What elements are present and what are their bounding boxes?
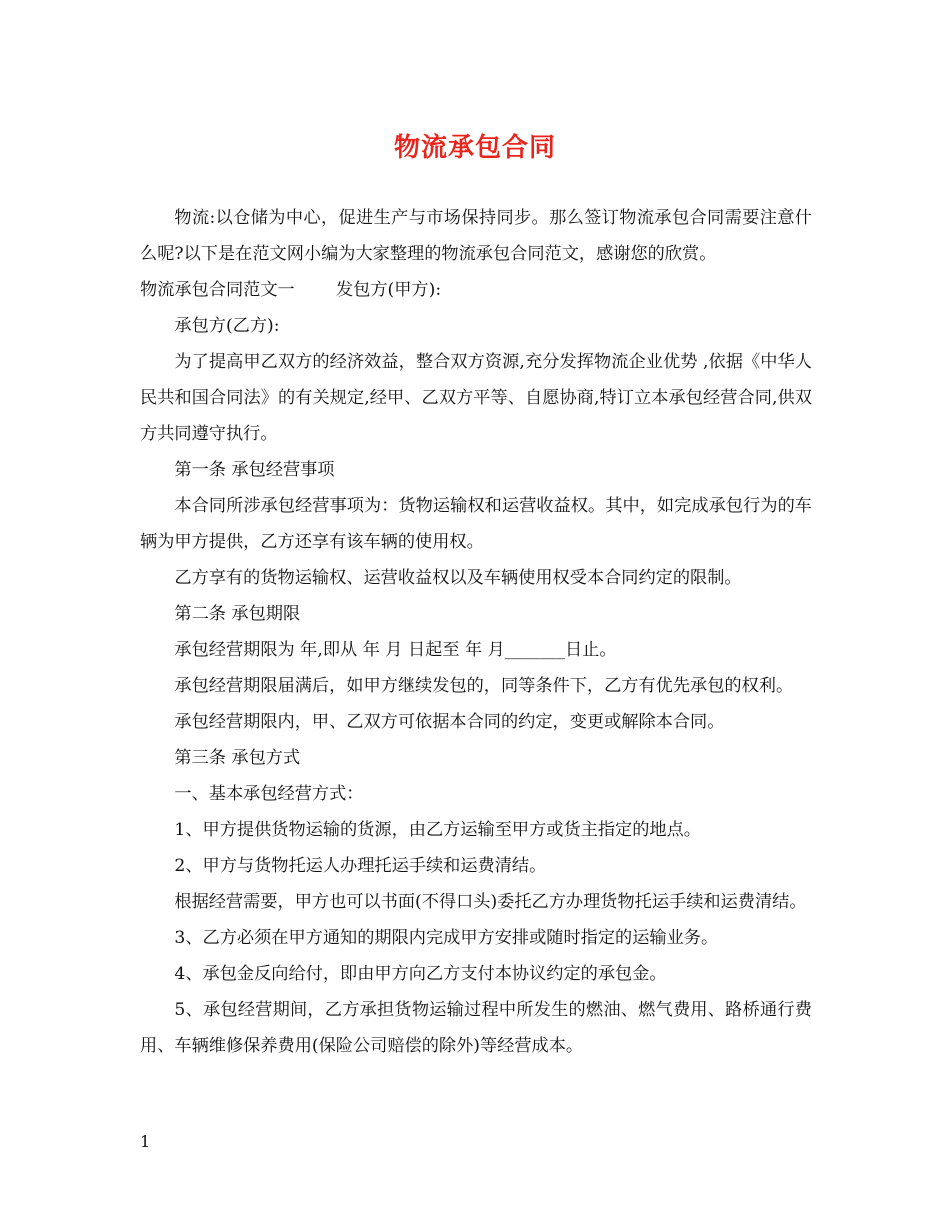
intro-paragraph: 物流:以仓储为中心，促进生产与市场保持同步。那么签订物流承包合同需要注意什么呢?以下是在范文网小编为大家整理的物流承包合同范文，感谢您的欣赏。 [140, 208, 812, 264]
document-title: 物流承包合同 [393, 133, 556, 163]
paragraph-entrust: 根据经营需要，甲方也可以书面(不得口头)委托乙方办理货物托运手续和运费清结。 [174, 892, 807, 912]
sample-heading-left: 物流承包合同范文一 [140, 280, 295, 300]
paragraph-item-1: 1、甲方提供货物运输的货源，由乙方运输至甲方或货主指定的地点。 [174, 820, 701, 840]
paragraph-contractor: 承包方(乙方): [174, 316, 280, 336]
paragraph-article-1-scope: 本合同所涉承包经营事项为：货物运输权和运营收益权。其中，如完成承包行为的车辆为甲方提供，乙方还享有该车辆的使用权。 [140, 496, 812, 552]
paragraph-purpose: 为了提高甲乙双方的经济效益，整合双方资源,充分发挥物流企业优势 ,依据《中华人民共和国合同法》的有关规定,经甲、乙双方平等、自愿协商,特订立本承包经营合同,供双方共同遵守执行。 [140, 352, 812, 444]
paragraph-term: 承包经营期限为 年,即从 年 月 日起至 年 月_______日止。 [174, 640, 617, 660]
article-1-heading: 第一条 承包经营事项 [174, 460, 335, 480]
paragraph-item-3: 3、乙方必须在甲方通知的期限内完成甲方安排或随时指定的运输业务。 [174, 928, 719, 948]
paragraph-item-4: 4、承包金反向给付，即由甲方向乙方支付本协议约定的承包金。 [174, 964, 667, 984]
sample-heading-right: 发包方(甲方): [335, 280, 442, 300]
paragraph-article-1-limits: 乙方享有的货物运输权、运营收益权以及车辆使用权受本合同约定的限制。 [174, 568, 742, 588]
paragraph-change: 承包经营期限内，甲、乙双方可依据本合同的约定，变更或解除本合同。 [174, 712, 725, 732]
paragraph-item-2: 2、甲方与货物托运人办理托运手续和运费清结。 [174, 856, 547, 876]
page-number: 1 [140, 1132, 151, 1151]
document-body [140, 200, 812, 1064]
paragraph-basic-method: 一、基本承包经营方式： [174, 784, 364, 804]
article-3-heading: 第三条 承包方式 [174, 748, 301, 768]
sample-heading-line [140, 272, 812, 308]
paragraph-item-5: 5、承包经营期间，乙方承担货物运输过程中所发生的燃油、燃气费用、路桥通行费用、车辆维修保养费用(保险公司赔偿的除外)等经营成本。 [140, 1000, 812, 1056]
paragraph-renewal: 承包经营期限届满后，如甲方继续发包的，同等条件下，乙方有优先承包的权利。 [174, 676, 794, 696]
article-2-heading: 第二条 承包期限 [174, 604, 301, 624]
